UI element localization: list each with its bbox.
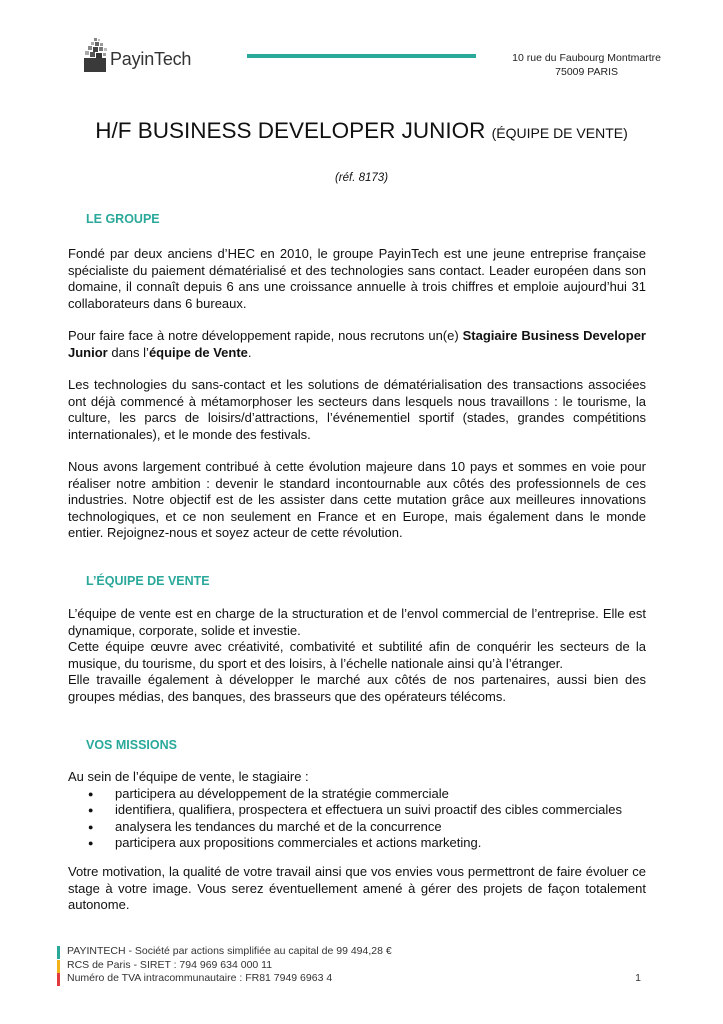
footer-legal-line-1	[57, 945, 647, 959]
title-sub: (ÉQUIPE DE VENTE)	[491, 125, 628, 141]
groupe-paragraph-3: Les technologies du sans-contact et les solutions de dématérialisation des transactions associées ont déjà commencé à métamorphoser les secteurs dans lesquels nous travaillons : le tourisme, la culture, les parcs de loisirs/d’attractions, l’événementiel sportif (stades, grandes compétitions internationales), et le monde des festivals.	[68, 377, 646, 442]
p2-team-name: équipe de Vente	[148, 344, 248, 360]
list-item: ● participera au développement de la stratégie commerciale	[68, 786, 646, 803]
p2-text-start: Pour faire face à notre développement rapide, nous recrutons un(e)	[68, 328, 463, 343]
footer-vat-number: Numéro de TVA intracommunautaire : FR81 7949 6963 4	[67, 972, 333, 984]
missions-closing: Votre motivation, la qualité de votre travail ainsi que vos envies vous permettront de faire évoluer ce stage à votre image. Vous serez éventuellement amené à gérer des projets de façon totalement autonome.	[68, 864, 646, 912]
reference-number: (réf. 8173)	[334, 172, 389, 184]
groupe-paragraph-4: Nous avons largement contribué à cette évolution majeure dans 10 pays et sommes en voie pour réaliser notre ambition : devenir le standard incontournable aux côtés des professionnels de ces industries. Notre objectif est de les assister dans cette mutation grâce aux meilleures innovations technologiques, et ce non seulement en France et en Europe, mais également dans le monde entier. Rejoignez-nous et soyez acteur de cette révolution.	[68, 459, 646, 540]
page-number: 1	[635, 972, 641, 984]
address-line-1: 10 rue du Faubourg Montmartre	[512, 52, 661, 64]
list-item: ● analysera les tendances du marché et de la concurrence	[68, 819, 646, 836]
footer-legal-line-3	[57, 972, 647, 986]
footer-rcs-siret: RCS de Paris - SIRET : 794 969 634 000 11	[67, 958, 273, 971]
section-heading-equipe: L’ÉQUIPE DE VENTE	[86, 574, 210, 588]
page-footer	[57, 945, 647, 986]
company-logo	[82, 38, 197, 74]
equipe-line-2: Cette équipe œuvre avec créativité, combativité et subtilité afin de conquérir les secteurs de la musique, du tourisme, du sport et des loisirs, à l’échelle nationale ainsi qu’à l’étranger.	[68, 639, 646, 671]
section-heading-missions: VOS MISSIONS	[86, 738, 177, 752]
footer-bar-teal	[57, 946, 60, 959]
company-address	[512, 51, 661, 79]
footer-bar-red	[57, 973, 60, 986]
equipe-line-3: Elle travaille également à développer le marché aux côtés de nos partenaires, aussi bien des groupes médias, des banques, des brasseurs que des opérateurs télécoms.	[68, 672, 646, 704]
groupe-paragraph-2	[68, 328, 646, 361]
page-title	[0, 118, 723, 144]
list-item: ● identifiera, qualifiera, prospectera et effectuera un suivi proactif des cibles commerciales	[68, 802, 646, 819]
footer-legal-line-2	[57, 959, 647, 973]
equipe-description	[68, 606, 646, 705]
footer-company-capital: PAYINTECH - Société par actions simplifiée au capital de 99 494,28 €	[67, 945, 392, 957]
list-item: ● participera aux propositions commerciales et actions marketing.	[68, 835, 646, 852]
address-line-2: 75009 PARIS	[555, 66, 618, 78]
p2-job-title: Stagiaire Business Developer Junior	[68, 328, 646, 360]
missions-list	[68, 786, 646, 852]
p2-text-end: .	[247, 344, 252, 360]
missions-block	[68, 769, 646, 852]
header-accent-rule	[247, 54, 476, 58]
section-heading-groupe: LE GROUPE	[86, 212, 160, 226]
missions-intro: Au sein de l’équipe de vente, le stagiaire :	[68, 769, 309, 784]
groupe-paragraph-1: Fondé par deux anciens d’HEC en 2010, le groupe PayinTech est une jeune entreprise française spécialiste du paiement dématérialisé et des technologies sans contact. Leader européen dans son domaine, il connaît depuis 6 ans une croissance annuelle à trois chiffres et emploie aujourd’hui 31 collaborateurs dans 6 bureaux.	[68, 246, 646, 311]
p2-text-mid: dans l’	[107, 344, 149, 360]
footer-bar-yellow	[57, 960, 60, 973]
equipe-line-1: L’équipe de vente est en charge de la structuration et de l’envol commercial de l’entreprise. Elle est dynamique, corporate, solide et investie.	[68, 606, 646, 638]
logo-mark-icon	[82, 38, 108, 74]
logo-text: PayinTech	[110, 49, 192, 69]
title-main: H/F BUSINESS DEVELOPER JUNIOR	[95, 118, 486, 143]
